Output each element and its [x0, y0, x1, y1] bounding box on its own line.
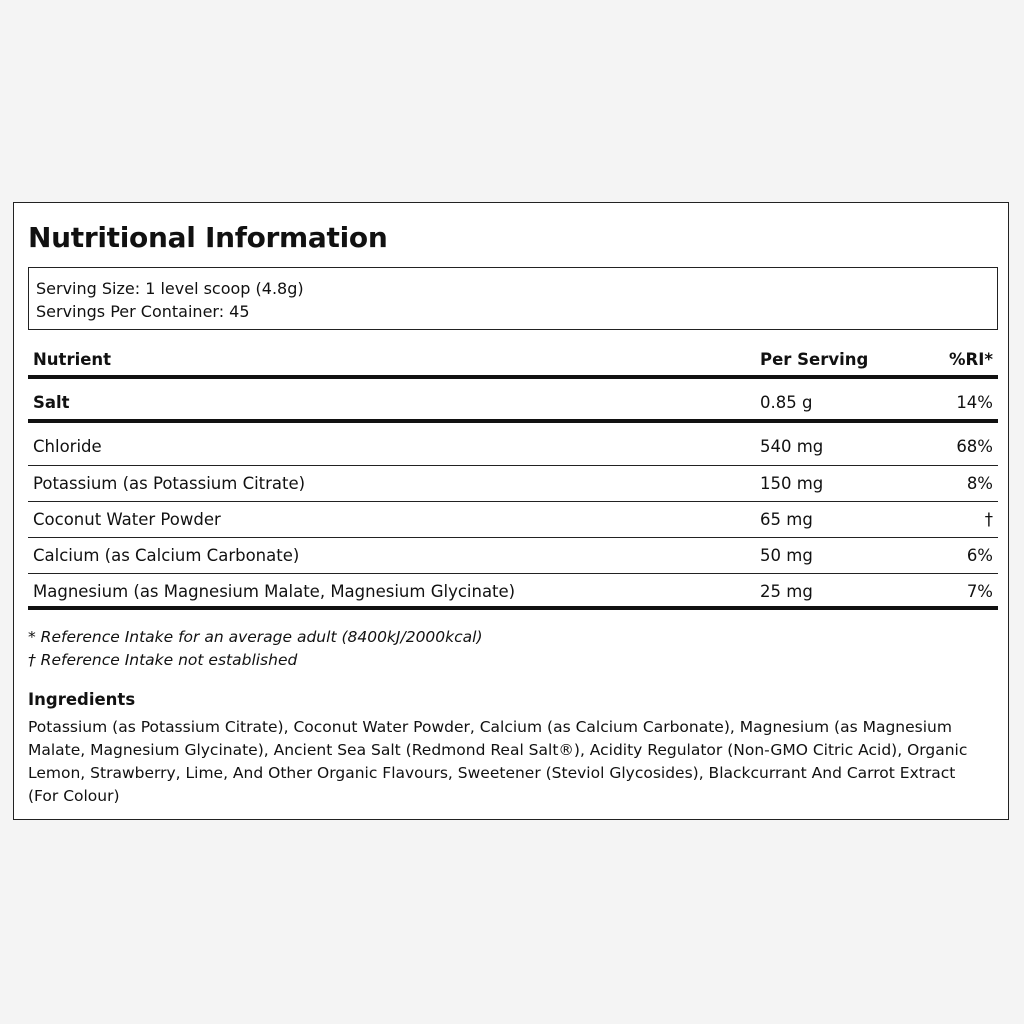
- header-nutrient: Nutrient: [33, 350, 112, 369]
- table-row: [28, 574, 998, 610]
- footnote-not-established: † Reference Intake not established: [28, 651, 298, 669]
- nutrient-name: Coconut Water Powder: [33, 510, 221, 529]
- nutrient-per-serving: 540 mg: [760, 437, 824, 456]
- table-row: [28, 466, 998, 502]
- nutrient-name: Potassium (as Potassium Citrate): [33, 474, 306, 493]
- nutrient-ri: 8%: [966, 474, 993, 493]
- footnotes: [28, 626, 483, 672]
- nutrition-panel: [13, 202, 1009, 820]
- footnote-reference-intake: * Reference Intake for an average adult (8400kJ/2000kcal): [28, 628, 483, 646]
- nutrient-per-serving: 25 mg: [760, 582, 813, 601]
- nutrient-name: Calcium (as Calcium Carbonate): [33, 546, 300, 565]
- nutrient-ri: †: [984, 510, 993, 529]
- ingredients-text: Potassium (as Potassium Citrate), Coconut Water Powder, Calcium (as Calcium Carbonate), Magnesium (as Magnesium Malate, Magnesium Glycinate), Ancient Sea Salt (Redmond Real Salt®), Acidity Regulator (Non-GMO Citric Acid), Organic Lemon, Strawberry, Lime, And Other Organic Flavours, Sweetener (Steviol Glycosides), Blackcurrant And Carrot Extract (For Colour): [28, 718, 968, 805]
- header-ri: %RI*: [948, 350, 993, 369]
- nutrient-per-serving: 65 mg: [760, 510, 813, 529]
- nutrient-per-serving: 0.85 g: [760, 393, 813, 412]
- servings-per-container: Servings Per Container: 45: [36, 302, 250, 321]
- panel-title: Nutritional Information: [28, 221, 388, 254]
- nutrient-table: [28, 341, 998, 610]
- table-row: [28, 502, 998, 538]
- table-row: [28, 423, 998, 466]
- table-row-salt: [28, 379, 998, 423]
- serving-info-box: [28, 267, 998, 330]
- nutrient-name: Chloride: [33, 437, 102, 456]
- header-per-serving: Per Serving: [760, 350, 869, 369]
- nutrient-ri: 6%: [966, 546, 993, 565]
- ingredients-heading: Ingredients: [28, 690, 136, 709]
- nutrient-per-serving: 50 mg: [760, 546, 813, 565]
- nutrient-name: Magnesium (as Magnesium Malate, Magnesium Glycinate): [33, 582, 516, 601]
- nutrient-ri: 7%: [966, 582, 993, 601]
- table-header-row: [28, 341, 998, 379]
- nutrient-ri: 68%: [956, 437, 993, 456]
- table-row: [28, 538, 998, 574]
- serving-size: Serving Size: 1 level scoop (4.8g): [36, 279, 304, 298]
- nutrient-name: Salt: [33, 393, 70, 412]
- nutrient-per-serving: 150 mg: [760, 474, 824, 493]
- nutrient-ri: 14%: [956, 393, 993, 412]
